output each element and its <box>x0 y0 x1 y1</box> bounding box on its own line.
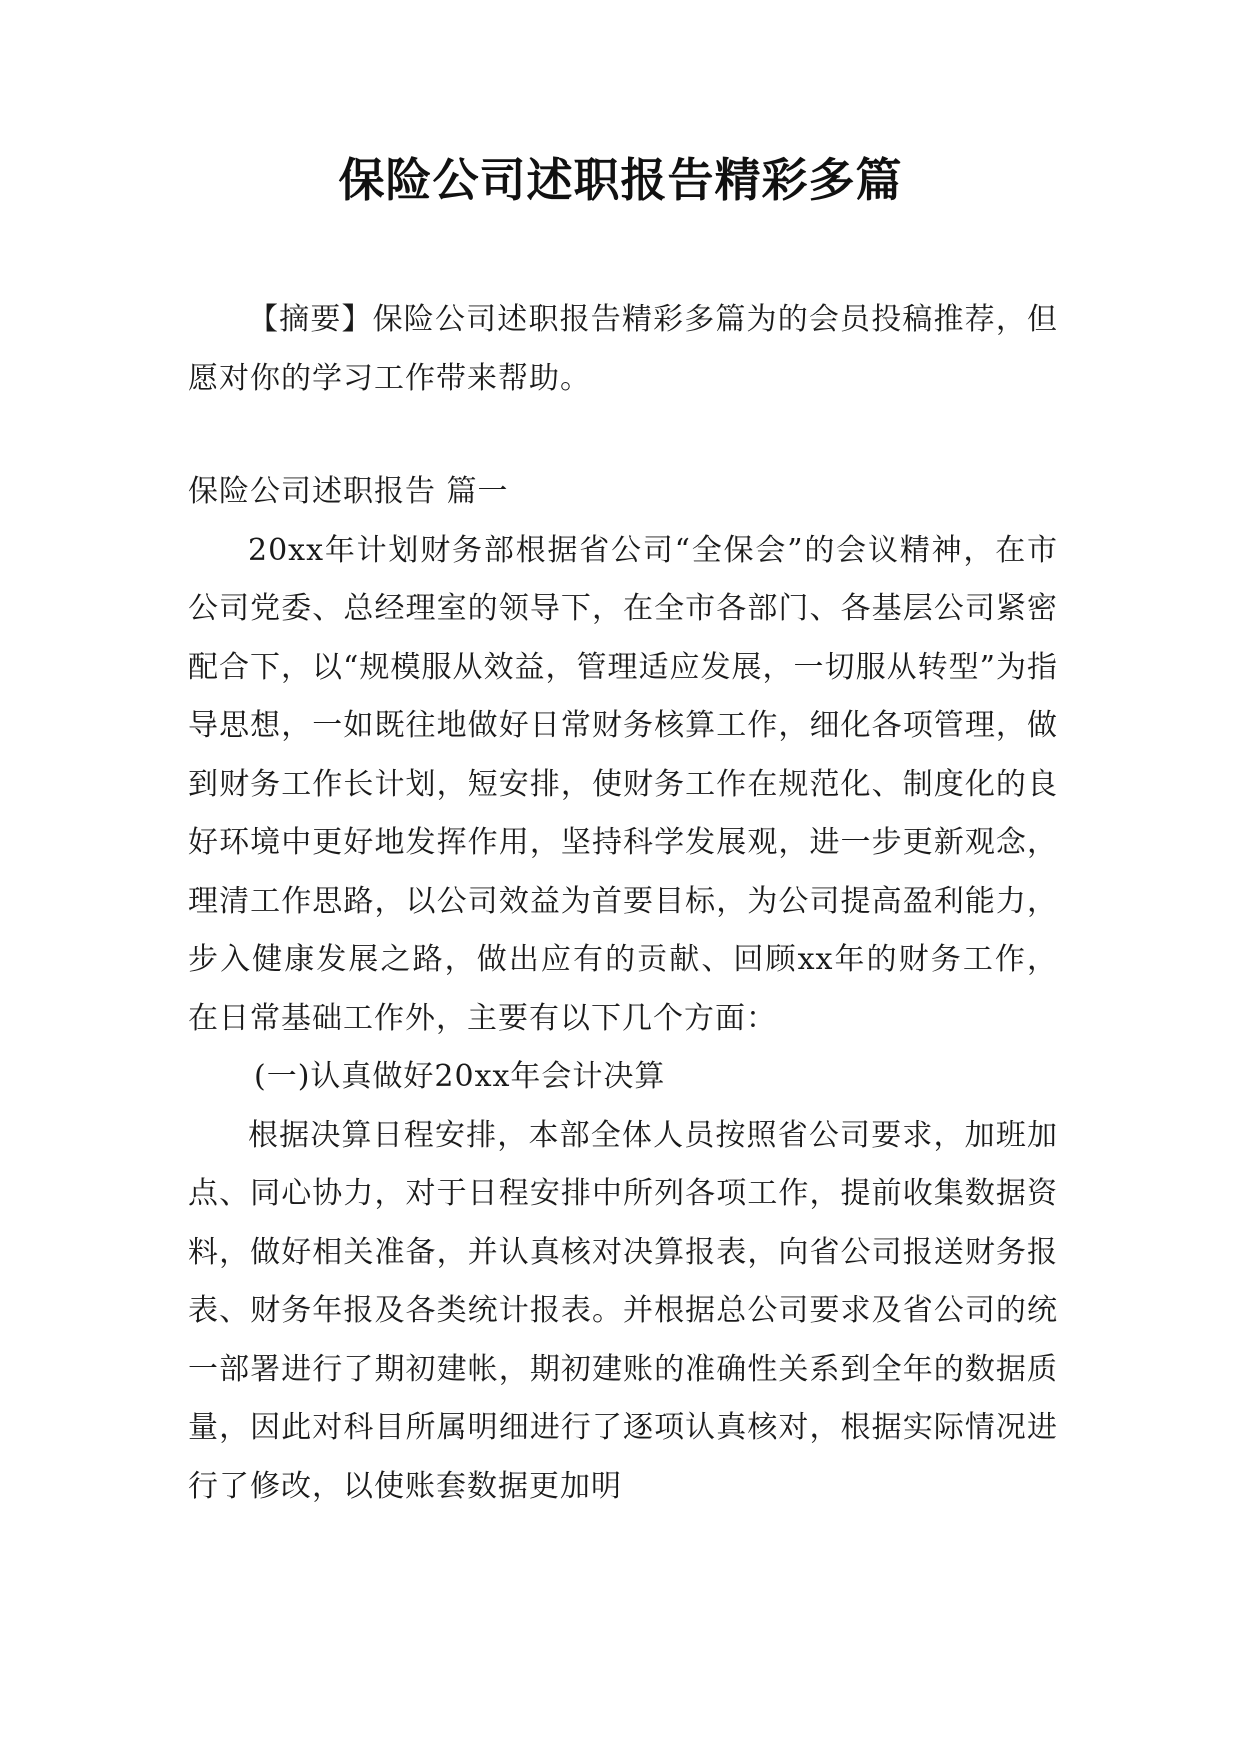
content-block <box>188 463 1058 1516</box>
section-heading: 保险公司述职报告 篇一 <box>188 474 509 509</box>
body-paragraph: 20xx年计划财务部根据省公司“全保会”的会议精神，在市公司党委、总经理室的领导下，在全市各部门、各基层公司紧密配合下，以“规模服从效益，管理适应发展，一切服从转型”为指导思想，一如既往地做好日常财务核算工作，细化各项管理，做到财务工作长计划，短安排，使财务工作在规范化、制度化的良好环境中更好地发挥作用，坚持科学发展观，进一步更新观念，理清工作思路，以公司效益为首要目标，为公司提高盈利能力，步入健康发展之路，做出应有的贡献、回顾xx年的财务工作，在日常基础工作外，主要有以下几个方面： <box>188 532 1058 1036</box>
abstract-block <box>188 291 1058 408</box>
body-paragraph: 根据决算日程安排，本部全体人员按照省公司要求，加班加点、同心协力，对于日程安排中所列各项工作，提前收集数据资料，做好相关准备，并认真核对决算报表，向省公司报送财务报表、财务年报及各类统计报表。并根据总公司要求及省公司的统一部署进行了期初建帐，期初建账的准确性关系到全年的数据质量，因此对科目所属明细进行了逐项认真核对，根据实际情况进行了修改，以使账套数据更加明 <box>188 1117 1058 1504</box>
abstract-paragraph: 【摘要】保险公司述职报告精彩多篇为的会员投稿推荐，但愿对你的学习工作带来帮助。 <box>188 302 1058 396</box>
subheading: (一)认真做好20xx年会计决算 <box>254 1059 666 1094</box>
document-title: 保险公司述职报告精彩多篇 <box>338 153 903 207</box>
